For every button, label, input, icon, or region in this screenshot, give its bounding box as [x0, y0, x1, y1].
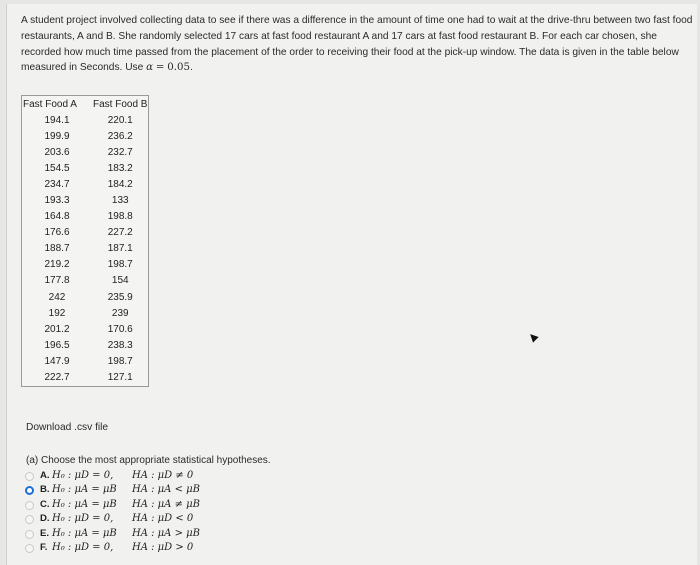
null-hypothesis: H₀ : μD = 0, — [52, 470, 114, 481]
cell-fast-food-a: 164.8 — [44, 211, 70, 223]
cell-fast-food-a: 222.7 — [44, 372, 70, 384]
alpha-symbol: α — [146, 62, 154, 74]
radio-button[interactable] — [25, 515, 34, 524]
alternative-hypothesis: HA : μA ≠ μB — [132, 498, 200, 510]
cell-fast-food-b: 183.2 — [107, 162, 133, 174]
table-row — [22, 176, 149, 192]
null-hypothesis: H₀ : μA = μB — [52, 527, 117, 539]
cell-fast-food-b: 232.7 — [107, 146, 133, 158]
null-hypothesis: H₀ : μD = 0, — [52, 513, 114, 525]
null-hypothesis: H₀ : μA = μB — [52, 498, 117, 510]
intro-text: A student project involved collecting data to see if there was a difference in the amount of time one had to wait at the drive-thru between two fast food restaurants, A and B. She randomly selected 17 cars at fast food restaurant A and 17 cars at fast food restaurant B. For each car chosen, she recorded how much time passed from the placement of the order to receiving their food at the pick-up window. The data is given in the table below measured in Seconds. Use — [21, 15, 693, 74]
table-row — [22, 209, 149, 225]
option-label: A. — [40, 470, 50, 481]
cell-fast-food-b: 227.2 — [107, 227, 133, 239]
alternative-hypothesis: HA : μD ≠ 0 — [132, 470, 194, 481]
null-hypothesis: H₀ : μA = μB — [52, 484, 117, 496]
table-row — [22, 128, 149, 144]
cell-fast-food-a: 196.5 — [44, 339, 70, 351]
cell-fast-food-a: 219.2 — [44, 259, 70, 271]
null-hypothesis: H₀ : μD = 0, — [52, 541, 114, 553]
cell-fast-food-a: 201.2 — [44, 323, 70, 335]
radio-button[interactable] — [25, 544, 34, 553]
cell-fast-food-b: 238.3 — [107, 339, 133, 351]
cell-fast-food-a: 147.9 — [44, 355, 70, 367]
cell-fast-food-b: 154 — [111, 275, 129, 287]
question-prompt: (a) Choose the most appropriate statistical hypotheses. — [26, 455, 271, 466]
table-row — [22, 289, 149, 305]
cell-fast-food-a: 193.3 — [44, 195, 70, 207]
table-row — [22, 257, 149, 273]
option-label: C. — [40, 498, 50, 510]
cell-fast-food-a: 242 — [48, 291, 66, 303]
alpha-value: 0.05 — [167, 62, 190, 74]
cell-fast-food-a: 154.5 — [44, 162, 70, 174]
option-label: F. — [40, 541, 48, 553]
radio-button[interactable] — [25, 472, 34, 481]
table-row — [22, 225, 149, 241]
radio-button[interactable] — [25, 486, 34, 495]
cell-fast-food-a: 177.8 — [44, 275, 70, 287]
cell-fast-food-a: 234.7 — [44, 178, 70, 190]
cell-fast-food-b: 220.1 — [107, 114, 133, 126]
table-row — [22, 112, 149, 128]
radio-button[interactable] — [25, 501, 34, 510]
cell-fast-food-b: 184.2 — [107, 178, 133, 190]
alternative-hypothesis: HA : μA < μB — [132, 484, 200, 496]
cell-fast-food-b: 198.7 — [107, 355, 133, 367]
cell-fast-food-b: 133 — [111, 195, 129, 207]
cell-fast-food-a: 199.9 — [44, 130, 70, 142]
table-row — [22, 353, 149, 369]
cell-fast-food-b: 127.1 — [107, 372, 133, 384]
cell-fast-food-a: 203.6 — [44, 146, 70, 158]
cell-fast-food-b: 239 — [111, 307, 129, 319]
alternative-hypothesis: HA : μD < 0 — [132, 513, 194, 525]
intro-end: . — [189, 62, 193, 74]
cell-fast-food-b: 170.6 — [107, 323, 133, 335]
table-row — [22, 305, 149, 321]
cell-fast-food-b: 198.7 — [107, 259, 133, 271]
table-row — [22, 241, 149, 257]
alternative-hypothesis: HA : μD > 0 — [132, 541, 194, 553]
data-table — [21, 95, 149, 387]
equals-sign: = — [155, 62, 165, 74]
table-row — [22, 192, 149, 208]
column-header-b: Fast Food B — [93, 98, 148, 110]
cell-fast-food-a: 192 — [48, 307, 66, 319]
cell-fast-food-a: 194.1 — [44, 114, 70, 126]
cell-fast-food-a: 176.6 — [44, 227, 70, 239]
table-row — [22, 370, 149, 387]
download-csv-link[interactable]: Download .csv file — [26, 422, 109, 433]
column-header-a: Fast Food A — [23, 98, 77, 110]
problem-statement — [21, 13, 697, 76]
table-header-row — [22, 96, 149, 113]
cell-fast-food-b: 235.9 — [107, 291, 133, 303]
cell-fast-food-b: 198.8 — [107, 211, 133, 223]
cell-fast-food-b: 187.1 — [107, 243, 133, 255]
table-row — [22, 273, 149, 289]
option-label: B. — [40, 484, 50, 496]
cell-fast-food-a: 188.7 — [44, 243, 70, 255]
table-row — [22, 337, 149, 353]
radio-button[interactable] — [25, 530, 34, 539]
table-row — [22, 321, 149, 337]
table-row — [22, 160, 149, 176]
question-page — [6, 4, 697, 565]
option-label: E. — [40, 527, 50, 539]
alternative-hypothesis: HA : μA > μB — [132, 527, 200, 539]
table-row — [22, 144, 149, 160]
cell-fast-food-b: 236.2 — [107, 130, 133, 142]
option-label: D. — [40, 513, 50, 525]
